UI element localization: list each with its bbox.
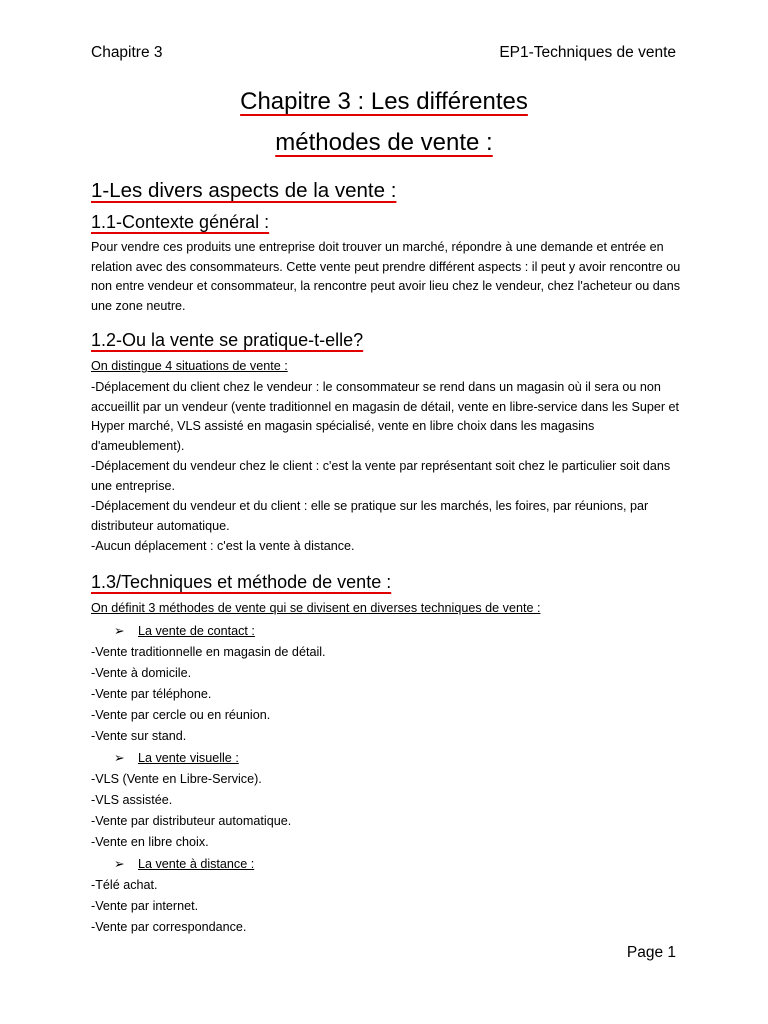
list-item: -Vente par internet. — [91, 899, 199, 913]
list-item: -VLS (Vente en Libre-Service). — [91, 772, 262, 786]
page-number: Page 1 — [626, 944, 676, 961]
page-title-line2: méthodes de vente : — [275, 129, 493, 156]
section-1-2-intro: On distingue 4 situations de vente : — [91, 359, 288, 373]
section-1-3-heading: 1.3/Techniques et méthode de vente : — [91, 572, 392, 592]
situation-seller-travel: -Déplacement du vendeur chez le client : c'est la vente par représentant soit chez le particulier soit dans une entreprise. — [91, 459, 671, 493]
list-item: -Vente par téléphone. — [91, 687, 212, 701]
list-item: -Vente par correspondance. — [91, 920, 247, 934]
list-heading-distance: ➢ La vente à distance : — [114, 857, 255, 871]
section-1-3-intro: On définit 3 méthodes de vente qui se divisent en diverses techniques de vente : — [91, 601, 541, 615]
list-item: -Vente par cercle ou en réunion. — [91, 708, 271, 722]
list-item: -Vente en libre choix. — [91, 835, 209, 849]
header-chapter: Chapitre 3 — [91, 44, 163, 61]
list-item: -Vente par distributeur automatique. — [91, 814, 292, 828]
list-item: -VLS assistée. — [91, 793, 173, 807]
situation-client-travel: -Déplacement du client chez le vendeur : le consommateur se rend dans un magasin où il sera ou non accueillit par un vendeur (vente traditionnel en magasin de détail, vente en libre-service dans les Super et Hyper marché, VLS assisté en magasin spécialisé, vente en libre choix dans les magasins d'ameublement). — [91, 380, 680, 453]
list-item: -Vente sur stand. — [91, 729, 187, 743]
list-heading-contact: ➢ La vente de contact : — [114, 624, 255, 638]
situation-both-travel: -Déplacement du vendeur et du client : elle se pratique sur les marchés, les foires, par réunions, par distributeur automatique. — [91, 499, 649, 533]
page-title-line1: Chapitre 3 : Les différentes — [240, 88, 528, 115]
situation-no-travel: -Aucun déplacement : c'est la vente à distance. — [91, 539, 355, 553]
list-heading-visual: ➢ La vente visuelle : — [114, 751, 239, 765]
arrow-bullet-icon: ➢ — [114, 751, 125, 765]
header-course: EP1-Techniques de vente — [499, 44, 676, 61]
list-item: -Télé achat. — [91, 878, 158, 892]
list-item: -Vente à domicile. — [91, 666, 192, 680]
list-item: -Vente traditionnelle en magasin de détail. — [91, 645, 326, 659]
section-1-2-heading: 1.2-Ou la vente se pratique-t-elle? — [91, 330, 364, 350]
section-1-heading: 1-Les divers aspects de la vente : — [91, 179, 397, 202]
arrow-bullet-icon: ➢ — [114, 857, 125, 871]
section-1-1-heading: 1.1-Contexte général : — [91, 212, 270, 232]
section-1-1-text: Pour vendre ces produits une entreprise doit trouver un marché, répondre à une demande et entrée en relation avec des consommateurs. Cette vente peut prendre différent aspects : il peut y avoir rencontre ou non entre vendeur et consommateur, la rencontre peut avoir lieu chez le vendeur, chez l'acheteur ou dans une zone neutre. — [91, 240, 681, 313]
arrow-bullet-icon: ➢ — [114, 624, 125, 638]
